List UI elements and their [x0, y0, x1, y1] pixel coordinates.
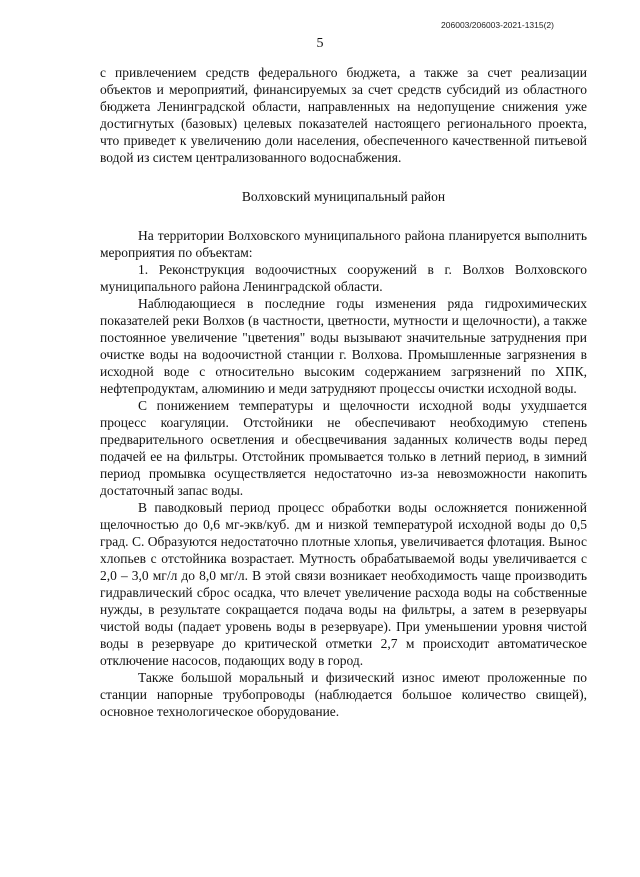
paragraph-continuation: с привлечением средств федерального бюджета, а также за счет реализации объектов и мероприятий, финансируемых за счет средств субсидий из областного бюджета Ленинградской области, направленных на недопущение снижения уже достигнутых (базовых) целевых показателей настоящего регионального проекта, что приведет к увеличению доли населения, обеспеченного качественной питьевой водой из систем централизованного водоснабжения. — [100, 65, 587, 165]
paragraph-intro: На территории Волховского муниципального района планируется выполнить мероприятия по объектам: — [100, 228, 587, 260]
document-number: 206003/206003-2021-1315(2) — [441, 20, 554, 30]
paragraph: В паводковый период процесс обработки воды осложняется пониженной щелочностью до 0,6 мг-экв/куб. дм и низкой температурой исходной воды до 0,5 град. С. Образуются недостаточно плотные хлопья, увеличивается флотация. Вынос хлопьев с отстойника возрастает. Мутность обрабатываемой воды увеличивается с 2,0 – 3,0 мг/л до 8,0 мг/л. В этой связи возникает необходимость чаще производить гидравлический сброс осадка, что влечет увеличение расхода воды на собственные нужды, в результате сокращается подача воды на фильтры, а затем в резервуары чистой воды (падает уровень воды в резервуаре). При уменьшении уровня чистой воды в резервуаре до критической отметки 2,7 м происходит автоматическое отключение насосов, подающих воду в город. — [100, 500, 587, 668]
paragraph: Наблюдающиеся в последние годы изменения ряда гидрохимических показателей реки Волхов (в частности, цветности, мутности и щелочности), а также постоянное увеличение "цветения" воды вызывают значительные затруднения при очистке воды на водоочистной станции г. Волхова. Промышленные загрязнения в исходной воде с относительно высоким содержанием загрязнений по ХПК, нефтепродуктам, алюминию и меди затрудняют процессы очистки исходной воды. — [100, 296, 587, 396]
document-body — [100, 64, 587, 720]
section-heading: Волховский муниципальный район — [241, 189, 446, 204]
page-number: 5 — [316, 36, 324, 51]
list-item: 1. Реконструкция водоочистных сооружений в г. Волхов Волховского муниципального района Ленинградской области. — [100, 262, 587, 294]
paragraph: Также большой моральный и физический износ имеют проложенные по станции напорные трубопроводы (наблюдается большое количество свищей), основное технологическое оборудование. — [100, 670, 587, 719]
paragraph: С понижением температуры и щелочности исходной воды ухудшается процесс коагуляции. Отстойники не обеспечивают необходимую степень предварительного осветления и обесцвечивания заданных количеств воды перед подачей ее на фильтры. Отстойник промывается только в летний период, в зимний период промывка осуществляется недостаточно из-за невозможности накопить достаточный запас воды. — [100, 398, 587, 498]
